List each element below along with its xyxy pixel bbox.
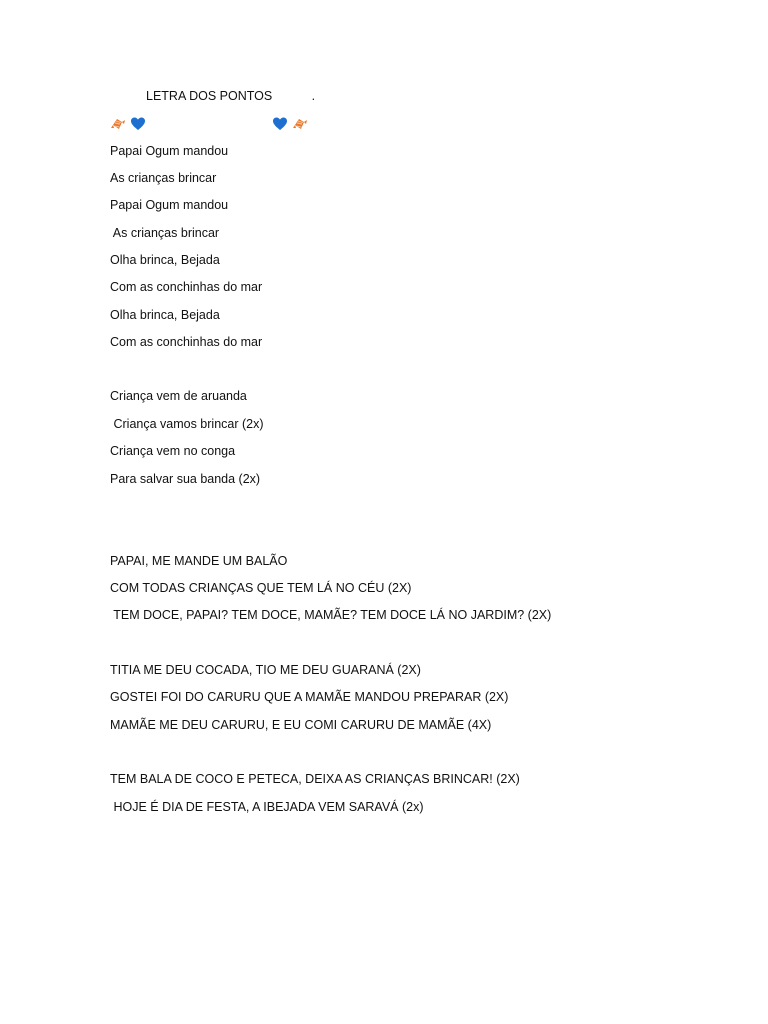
document-title <box>110 86 315 106</box>
text-line: HOJE É DIA DE FESTA, A IBEJADA VEM SARAVÁ (2x) <box>110 800 424 814</box>
text-line: Olha brinca, Bejada <box>110 253 220 267</box>
text-line: GOSTEI FOI DO CARURU QUE A MAMÃE MANDOU PREPARAR (2X) <box>110 690 509 704</box>
text-line: Papai Ogum mandou <box>110 198 229 212</box>
text-line: As crianças brincar <box>110 226 220 240</box>
text-line: COM TODAS CRIANÇAS QUE TEM LÁ NO CÉU (2X) <box>110 581 412 595</box>
text-line: PAPAI, ME MANDE UM BALÃO <box>110 554 288 568</box>
text-line: Papai Ogum mandou <box>110 144 229 158</box>
blue-heart-icon <box>130 88 146 104</box>
text-line: Criança vem no conga <box>110 444 236 458</box>
text-line: Com as conchinhas do mar <box>110 280 263 294</box>
text-line: Para salvar sua banda (2x) <box>110 472 261 486</box>
text-line: MAMÃE ME DEU CARURU, E EU COMI CARURU DE MAMÃE (4X) <box>110 718 492 732</box>
blue-heart-icon <box>272 88 288 104</box>
candy-icon <box>110 88 126 104</box>
text-line: Criança vem de aruanda <box>110 389 247 403</box>
text-line: Olha brinca, Bejada <box>110 308 220 322</box>
candy-icon <box>292 88 308 104</box>
text-line: Criança vamos brincar (2x) <box>110 417 264 431</box>
text-line: TITIA ME DEU COCADA, TIO ME DEU GUARANÁ (2X) <box>110 663 421 677</box>
text-line: Com as conchinhas do mar <box>110 335 263 349</box>
text-line: TEM DOCE, PAPAI? TEM DOCE, MAMÃE? TEM DOCE LÁ NO JARDIM? (2X) <box>110 608 552 622</box>
text-line: TEM BALA DE COCO E PETECA, DEIXA AS CRIANÇAS BRINCAR! (2X) <box>110 772 520 786</box>
text-line: As crianças brincar <box>110 171 217 185</box>
title-trailing: . <box>308 89 316 103</box>
title-text: LETRA DOS PONTOS <box>146 89 273 103</box>
